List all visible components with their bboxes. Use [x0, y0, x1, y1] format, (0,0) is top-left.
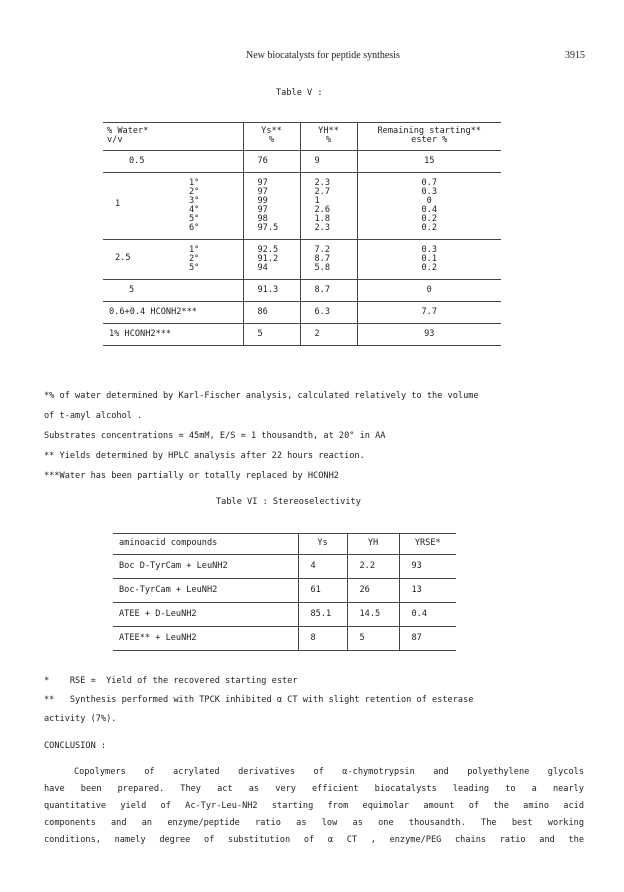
table6-title: Table VI : Stereoselectivity: [216, 497, 361, 507]
table5-run-number: 2°: [189, 187, 200, 197]
table5-value: 91.3: [257, 285, 279, 295]
table5-value: 5.8: [314, 263, 331, 273]
table6-cell: 8: [298, 627, 347, 651]
table6-note: activity (7%).: [44, 714, 117, 724]
table5-value: 0.4: [421, 205, 438, 215]
table5-header-text: %: [325, 135, 332, 145]
table5-cell-ys: [243, 280, 300, 302]
table5-run-number: 3°: [189, 196, 200, 206]
conclusion-heading: CONCLUSION :: [44, 741, 107, 751]
conclusion-line: components and an enzyme/peptide ratio as low as one thousandth. The best working: [44, 818, 584, 828]
table5-water-wrap: [107, 286, 239, 295]
table5-header-text: %: [268, 135, 275, 145]
table5-note: of t-amyl alcohol .: [44, 411, 143, 421]
table5-cell-water: [103, 173, 243, 240]
table5-value: 6.3: [314, 307, 331, 317]
table6-header-cell: YH: [347, 534, 399, 555]
table6-cell: 13: [399, 579, 456, 603]
table5-header-text: YH**: [318, 126, 339, 136]
table5-value: 93: [424, 329, 435, 339]
table5-cell-yh: [300, 173, 357, 240]
table5-cell-ys: [243, 302, 300, 324]
table5-run-number: 1°: [189, 245, 200, 255]
table5-header-yh: [300, 123, 357, 151]
table5-cell-water: [103, 151, 243, 173]
table6-row: [113, 579, 456, 603]
table5-water-value: 2.5: [115, 252, 131, 263]
table5-value: 97: [257, 205, 268, 215]
table5-header-text: % Water*: [107, 126, 149, 136]
table6-notes: [44, 672, 584, 729]
table5-value: 97.5: [257, 223, 279, 233]
table5-water-value: 5: [129, 285, 135, 295]
table5-header-water: [103, 123, 243, 151]
table5-value: 0.2: [421, 263, 438, 273]
table5-note: ** Yields determined by HPLC analysis after 22 hours reaction.: [44, 451, 365, 461]
table5-value: 97: [257, 178, 268, 188]
table6-header-cell: Ys: [298, 534, 347, 555]
table5-row: [103, 173, 501, 240]
table5-header-text: ester %: [411, 135, 448, 145]
table5-value: 8.7: [314, 254, 331, 264]
table5-value: 7.2: [314, 245, 331, 255]
table5-cell-ys: [243, 151, 300, 173]
table6: [113, 533, 456, 651]
table5-value: 86: [257, 307, 268, 317]
table5-cell-water: [103, 240, 243, 280]
table5-value: 5: [257, 329, 263, 339]
table5-run-list: [189, 246, 199, 273]
table5-cell-rem: [357, 151, 501, 173]
table5-cell-water: [103, 280, 243, 302]
table5-cell-yh: [300, 151, 357, 173]
table5-value: 94: [257, 263, 268, 273]
table5-value: 1: [314, 196, 320, 206]
table5-header-text: Remaining starting**: [377, 126, 481, 136]
table6-row: [113, 603, 456, 627]
table6-cell: 87: [399, 627, 456, 651]
table5-run-number: 2°: [189, 254, 200, 264]
conclusion-paragraph: [44, 764, 584, 849]
table5-value: 2.6: [314, 205, 331, 215]
table5-water-value: 1: [115, 199, 121, 209]
table5-value: 0.1: [421, 254, 438, 264]
table5-value: 0.3: [421, 245, 438, 255]
table6-header-cell: YRSE*: [399, 534, 456, 555]
table5-value: 1.8: [314, 214, 331, 224]
page-number: 3915: [565, 50, 585, 61]
conclusion-line: quantitative yield of Ac-Tyr-Leu-NH2 starting from equimolar amount of the amino acid: [44, 801, 584, 811]
table5-water-wrap: [107, 246, 239, 273]
table6-cell: 26: [347, 579, 399, 603]
table5-value: 76: [257, 156, 268, 166]
table5-cell-yh: [300, 302, 357, 324]
table6-cell: Boc-TyrCam + LeuNH2: [113, 579, 298, 603]
table5-note: Substrates concentrations = 45mM, E/S = 1 thousandth, at 20° in AA: [44, 431, 386, 441]
table6-cell: 14.5: [347, 603, 399, 627]
table5-row: [103, 324, 501, 346]
table5-cell-water: [103, 324, 243, 346]
table6-cell: 61: [298, 579, 347, 603]
table5-value: 2.7: [314, 187, 331, 197]
table5-cell-rem: [357, 240, 501, 280]
table5-run-number: 5°: [189, 263, 200, 273]
table5-value: 15: [424, 156, 435, 166]
table5-run-list: [189, 179, 199, 233]
table5-cell-rem: [357, 173, 501, 240]
table6-body: [113, 534, 456, 651]
table5-row: [103, 240, 501, 280]
table5-cell-ys: [243, 173, 300, 240]
table6-note: * RSE = Yield of the recovered starting ester: [44, 676, 298, 686]
table5-header-text: Ys**: [261, 126, 282, 136]
table5-value: 0.3: [421, 187, 438, 197]
table5-header-text: v/v: [107, 135, 123, 145]
running-title: New biocatalysts for peptide synthesis: [246, 50, 400, 61]
table6-cell: Boc D-TyrCam + LeuNH2: [113, 555, 298, 579]
table5-value: 92.5: [257, 245, 279, 255]
table5-cell-rem: [357, 280, 501, 302]
table5-cell-yh: [300, 240, 357, 280]
table5-row: [103, 151, 501, 173]
table5-row: [103, 302, 501, 324]
table5-water-value: 0.6+0.4 HCONH2***: [109, 307, 197, 317]
table5-value: 97: [257, 187, 268, 197]
table5-header-row: [103, 123, 501, 151]
table6-row: [113, 627, 456, 651]
table5-cell-ys: [243, 324, 300, 346]
table5-value: 9: [314, 156, 320, 166]
table5-value: 91.2: [257, 254, 279, 264]
table5-cell-ys: [243, 240, 300, 280]
table5-value: 98: [257, 214, 268, 224]
table6-cell: 5: [347, 627, 399, 651]
table6-cell: 0.4: [399, 603, 456, 627]
table6-cell: 2.2: [347, 555, 399, 579]
table5-notes: [44, 386, 479, 486]
table6-cell: 93: [399, 555, 456, 579]
table5-cell-rem: [357, 302, 501, 324]
table5-water-value: 0.5: [129, 156, 145, 166]
table5-run-number: 4°: [189, 205, 200, 215]
table5-run-number: 1°: [189, 178, 200, 188]
table5-body: [103, 123, 501, 346]
table6-cell: ATEE** + LeuNH2: [113, 627, 298, 651]
table6-row: [113, 555, 456, 579]
table6-header-cell: aminoacid compounds: [113, 534, 298, 555]
table5-value: 99: [257, 196, 268, 206]
table5-header-ys: [243, 123, 300, 151]
table5-run-number: 6°: [189, 223, 200, 233]
table5-value: 0: [426, 285, 432, 295]
table5-value: 2: [314, 329, 320, 339]
table5-water-wrap: [107, 157, 239, 166]
table5-cell-rem: [357, 324, 501, 346]
table5-row: [103, 280, 501, 302]
table5-value: 7.7: [421, 307, 438, 317]
table5-value: 0.2: [421, 214, 438, 224]
conclusion-line: have been prepared. They act as very efficient biocatalysts leading to a nearly: [44, 784, 584, 794]
table5-note: *% of water determined by Karl-Fischer analysis, calculated relatively to the volume: [44, 391, 479, 401]
table5-value: 0.2: [421, 223, 438, 233]
table6-header-row: [113, 534, 456, 555]
table5-note: ***Water has been partially or totally replaced by HCONH2: [44, 471, 339, 481]
table5-title: Table V :: [276, 88, 323, 98]
table5-value: 8.7: [314, 285, 331, 295]
conclusion-line: conditions, namely degree of substitution of α CT , enzyme/PEG chains ratio and the: [44, 835, 584, 845]
table5-cell-water: [103, 302, 243, 324]
table6-cell: 85.1: [298, 603, 347, 627]
conclusion-line: Copolymers of acrylated derivatives of α-chymotrypsin and polyethylene glycols: [74, 767, 584, 777]
table5-water-value: 1% HCONH2***: [109, 329, 172, 339]
table5-value: 2.3: [314, 178, 331, 188]
table5: [103, 122, 501, 346]
table5-value: 0.7: [421, 178, 438, 188]
table5-water-wrap: [107, 179, 239, 233]
table5-value: 0: [426, 196, 432, 206]
table5-header-rem: [357, 123, 501, 151]
table5-run-number: 5°: [189, 214, 200, 224]
table6-note: ** Synthesis performed with TPCK inhibited α CT with slight retention of esterase: [44, 695, 474, 705]
table5-water-wrap: [107, 308, 239, 317]
table5-cell-yh: [300, 324, 357, 346]
table5-value: 2.3: [314, 223, 331, 233]
table6-cell: ATEE + D-LeuNH2: [113, 603, 298, 627]
table6-cell: 4: [298, 555, 347, 579]
table5-water-wrap: [107, 330, 239, 339]
table5-cell-yh: [300, 280, 357, 302]
